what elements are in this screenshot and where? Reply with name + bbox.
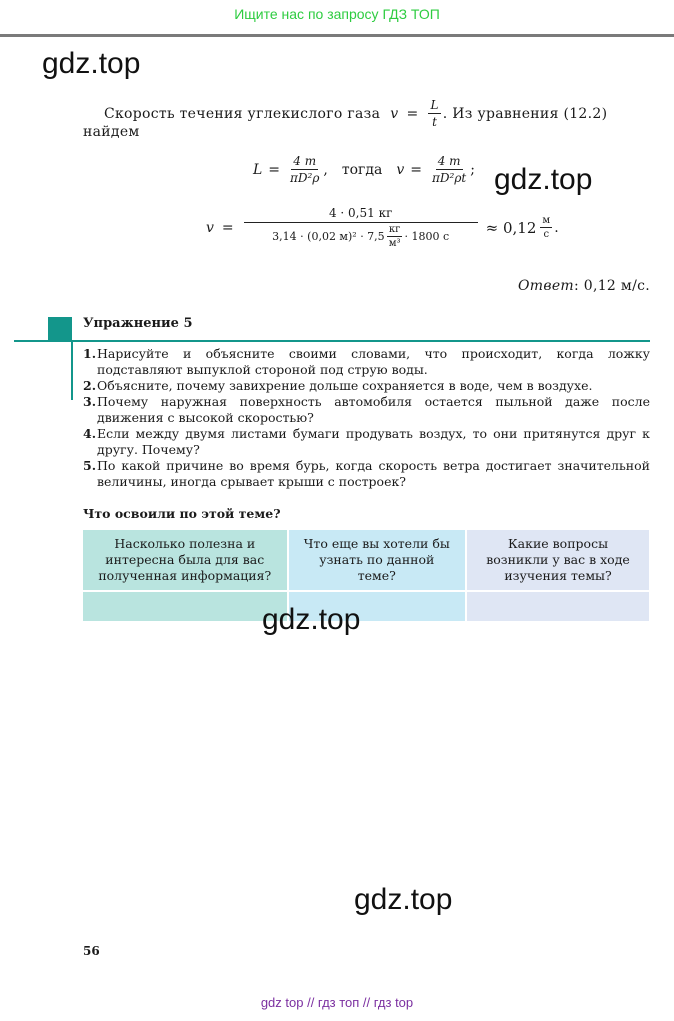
table-header-cell: Какие вопросы возникли у вас в ходе изучения темы?: [466, 530, 649, 591]
item-number: 4.: [83, 426, 97, 441]
item-text: Если между двумя листами бумаги продувать воздух, то они притянутся друг к другу. Почему?: [97, 426, 650, 457]
f2-den-unit: [387, 224, 403, 249]
answer-label: Ответ: [518, 278, 574, 294]
f2-den-b: · 1800 с: [404, 229, 450, 243]
top-divider: [0, 34, 674, 37]
paragraph-end: . Из уравнения (12.2): [442, 105, 608, 122]
top-banner[interactable]: Ищите нас по запросу ГДЗ ТОП: [234, 6, 440, 22]
f1-num: 4 m: [293, 154, 317, 168]
list-item: [83, 378, 650, 394]
formula-2: [206, 206, 559, 249]
item-number: 2.: [83, 378, 97, 393]
f2-eq: =: [221, 219, 234, 236]
f1-eq2: =: [410, 161, 422, 178]
f1-fraction: [288, 154, 321, 185]
list-item: [83, 394, 650, 426]
table-header-cell: Что еще вы хотели бы узнать по данной теме?: [288, 530, 466, 591]
table-cell[interactable]: [83, 591, 288, 621]
reflection-table: [83, 530, 649, 621]
f2-unit-num: м: [542, 215, 551, 226]
f1-comma: ,: [323, 161, 328, 178]
answer-value: : 0,12 м/с.: [574, 278, 650, 294]
f2-den-unit-den: м³: [388, 238, 401, 249]
list-item: [83, 458, 650, 490]
list-item: [83, 426, 650, 458]
exercise-marker: [48, 317, 72, 341]
f1-den2: πD²ρt: [432, 171, 467, 185]
item-text: Нарисуйте и объясните своими словами, что происходит, когда ложку подставляют выпуклой стороной под струю воды.: [97, 346, 650, 377]
var-v: v: [390, 105, 399, 122]
f1-eq: =: [268, 161, 281, 178]
item-text: Объясните, почему завихрение дольше сохраняется в воде, чем в воздухе.: [97, 378, 593, 393]
frac-num: L: [430, 98, 439, 112]
f1-then: тогда: [341, 161, 383, 178]
item-number: 1.: [83, 346, 97, 361]
page-number: 56: [83, 944, 100, 958]
f2-unit-den: с: [543, 229, 550, 240]
list-item: [83, 346, 650, 378]
reflection-title: Что освоили по этой теме?: [83, 506, 281, 521]
f2-unit: [540, 215, 552, 240]
exercise-title: Упражнение 5: [83, 316, 193, 331]
paragraph-line-2: найдем: [83, 124, 140, 140]
f2-den-a: 3,14 · (0,02 м)² · 7,5: [272, 229, 385, 243]
exercise-divider: [14, 340, 650, 342]
f1-den: πD²ρ: [290, 171, 320, 185]
item-text: По какой причине во время бурь, когда скорость ветра достигает значительной величины, иногда срывает крыши с построек?: [97, 458, 650, 489]
item-number: 5.: [83, 458, 97, 473]
paragraph-text: Скорость течения углекислого газа: [104, 105, 381, 122]
f2-den: [270, 223, 451, 249]
f1-lhs: L: [253, 161, 263, 178]
exercise-side-line: [71, 340, 73, 400]
item-text: Почему наружная поверхность автомобиля остается пыльной даже после движения с высокой скоростью?: [97, 394, 650, 425]
f2-den-unit-num: кг: [388, 224, 401, 235]
paragraph-line-1: [104, 98, 650, 129]
frac-den: t: [432, 115, 438, 129]
f1-v: v: [396, 161, 405, 178]
formula-1: [253, 154, 475, 185]
watermark: gdz.top: [494, 163, 593, 196]
item-number: 3.: [83, 394, 97, 409]
f1-num2: 4 m: [437, 154, 461, 168]
fraction-L-t: [428, 98, 440, 129]
watermark: gdz.top: [42, 47, 141, 80]
equals: =: [406, 105, 419, 122]
watermark: gdz.top: [354, 883, 453, 916]
exercise-list: [83, 346, 650, 490]
table-row: [83, 530, 649, 591]
f2-dot: .: [554, 219, 559, 236]
f2-fraction: [244, 206, 478, 249]
f2-approx: ≈ 0,12: [485, 218, 537, 237]
table-cell[interactable]: [466, 591, 649, 621]
watermark: gdz.top: [262, 603, 361, 636]
f1-semi: ;: [470, 161, 475, 178]
table-header-cell: Насколько полезна и интересна была для вас полученная информация?: [83, 530, 288, 591]
table-row: [83, 591, 649, 621]
footer-links[interactable]: gdz top // гдз топ // гдз top: [260, 995, 414, 1010]
f2-lhs: v: [206, 219, 214, 236]
f2-num: 4 · 0,51 кг: [244, 206, 478, 223]
f1-fraction-2: [430, 154, 468, 185]
answer: [518, 278, 650, 294]
